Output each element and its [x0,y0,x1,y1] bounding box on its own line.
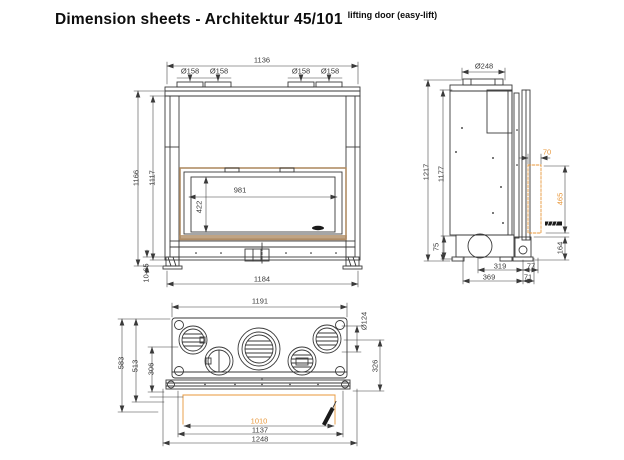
dim-side-depth-front: 77 [526,261,536,271]
dim-plan-frame-width: 1137 [251,425,269,435]
dim-side-body-height: 1177 [436,165,446,183]
dim-front-duct-1: Ø158 [180,66,200,76]
dim-plan-total-width: 1248 [251,434,269,444]
dim-plan-door-opening-width: 1010 [250,416,268,426]
dim-side-base-height: 75 [431,242,441,252]
dim-side-front-overhang: 71 [523,272,533,282]
dim-plan-outlet-diameter: Ø124 [359,311,369,331]
dim-front-overall-width: 1136 [253,55,271,65]
dim-plan-depth-front-edge: 326 [370,359,380,373]
dim-side-lower-section: 164 [555,241,565,255]
front-view [131,62,362,287]
dim-front-body-height: 1117 [147,170,157,186]
side-view [421,68,569,284]
dim-front-glass-width: 981 [233,185,247,195]
dim-side-overall-height: 1217 [421,163,431,181]
dim-front-duct-2: Ø158 [209,66,229,76]
dim-front-base-width: 1184 [253,274,271,284]
dim-plan-body-width: 1191 [251,296,269,306]
dim-plan-duct-offset: 306 [146,362,156,376]
dim-front-duct-3: Ø158 [291,66,311,76]
dim-side-base-depth: 369 [482,272,496,282]
dim-side-flue-diameter: Ø248 [474,61,494,71]
title-main: Dimension sheets - Architektur 45/101 [55,11,343,28]
dim-plan-depth-total: 583 [116,356,126,370]
dim-plan-depth-body: 513 [130,359,140,373]
dim-side-depth-rear: 319 [493,261,507,271]
dim-front-foot-adjustment: 10-65 [141,263,151,283]
dim-front-overall-height: 1166 [131,169,141,187]
dim-side-glass-offset: 70 [542,147,552,157]
dim-front-duct-4: Ø158 [320,66,340,76]
title-superscript: lifting door (easy-lift) [347,10,438,20]
dim-side-glass-height: 465 [555,192,565,206]
dim-front-glass-height: 422 [194,200,204,214]
